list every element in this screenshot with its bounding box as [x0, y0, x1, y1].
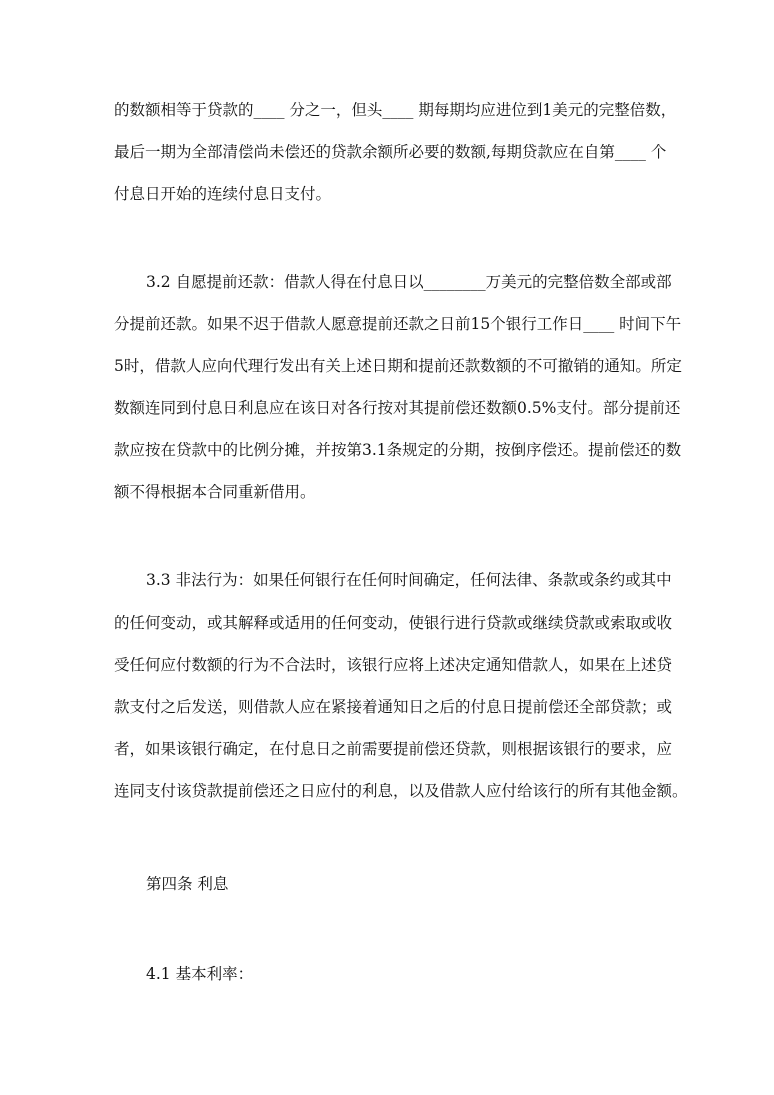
section-3-2-line: 款应按在贷款中的比例分摊，并按第3.1条规定的分期，按倒序偿还。提前偿还的数 — [114, 441, 682, 459]
section-3-2-line: 额不得根据本合同重新借用。 — [114, 483, 316, 501]
section-3-3-line: 3.3 非法行为：如果任何银行在任何时间确定，任何法律、条款或条约或其中 — [146, 571, 672, 589]
article-4-heading: 第四条 利息 — [146, 875, 229, 893]
paragraph-line: 的数额相等于贷款的____ 分之一，但头____ 期每期均应进位到1美元的完整倍数， — [114, 101, 677, 119]
section-3-2-line: 分提前还款。如果不迟于借款人愿意提前还款之日前15个银行工作日____ 时间下午 — [114, 315, 682, 333]
section-3-2-line: 数额连同到付息日利息应在该日对各行按对其提前偿还数额0.5%支付。部分提前还 — [114, 399, 681, 417]
section-3-3-line: 连同支付该贷款提前偿还之日应付的利息，以及借款人应付给该行的所有其他金额。 — [114, 782, 688, 800]
section-3-2-line: 5时，借款人应向代理行发出有关上述日期和提前还款数额的不可撤销的通知。所定 — [114, 357, 682, 375]
paragraph-line: 付息日开始的连续付息日支付。 — [114, 185, 332, 203]
section-4-1-heading: 4.1 基本利率： — [146, 965, 254, 983]
section-3-3-line: 的任何变动，或其解释或适用的任何变动，使银行进行贷款或继续贷款或索取或收 — [114, 614, 673, 632]
paragraph-line: 最后一期为全部清偿尚未偿还的贷款余额所必要的数额,每期贷款应在自第____ 个 — [114, 143, 667, 161]
section-3-3-line: 受任何应付数额的行为不合法时，该银行应将上述决定通知借款人，如果在上述贷 — [114, 656, 673, 674]
section-3-2-line: 3.2 自愿提前还款：借款人得在付息日以________万美元的完整倍数全部或部 — [146, 273, 672, 291]
section-3-3-line: 者，如果该银行确定，在付息日之前需要提前偿还贷款，则根据该银行的要求，应 — [114, 740, 673, 758]
section-3-3-line: 款支付之后发送，则借款人应在紧接着通知日之后的付息日提前偿还全部贷款；或 — [114, 698, 673, 716]
